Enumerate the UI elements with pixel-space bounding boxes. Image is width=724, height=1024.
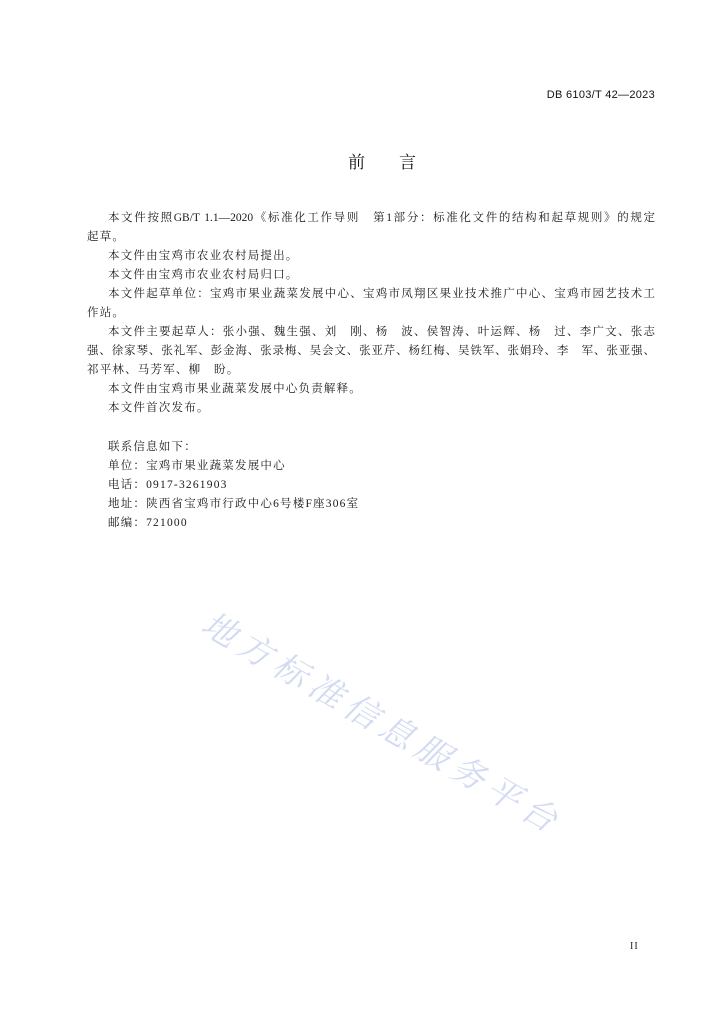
- text-line: 本文件由宝鸡市农业农村局归口。: [108, 268, 299, 281]
- contact-unit-value: 宝鸡市果业蔬菜发展中心: [146, 459, 286, 472]
- page-number: II: [630, 941, 639, 952]
- text-line: 作站。: [87, 306, 126, 319]
- contact-address-value: 陕西省宝鸡市行政中心6号楼F座306室: [146, 498, 360, 511]
- text-line: 本文件由宝鸡市果业蔬菜发展中心负责解释。: [108, 383, 362, 396]
- document-code: DB 6103/T 42—2023: [546, 89, 655, 101]
- text-line: 强、徐家琴、张礼军、彭金海、张录梅、吴会文、张亚芹、杨红梅、吴铁军、张娟玲、李 军、张亚强、: [87, 345, 655, 358]
- page-title: 前 言: [348, 153, 416, 172]
- contact-postcode-label: 邮编：: [108, 517, 147, 530]
- contact-unit: [108, 457, 655, 476]
- contact-phone-value: 0917-3261903: [146, 478, 228, 491]
- contact-address: [108, 495, 655, 514]
- text-line: 本文件首次发布。: [108, 402, 210, 415]
- contact-postcode: [108, 514, 655, 533]
- paragraph-drafting-units: [87, 285, 655, 323]
- contact-heading: 联系信息如下：: [108, 440, 197, 453]
- contact-unit-label: 单位：: [108, 459, 147, 472]
- paragraph-proposer: [87, 247, 655, 266]
- contact-phone-label: 电话：: [108, 478, 147, 491]
- text-line: 起草。: [87, 230, 126, 243]
- contact-address-label: 地址：: [108, 498, 147, 511]
- contact-phone: [108, 476, 655, 495]
- watermark: 地方标准信息服务平台: [194, 604, 570, 844]
- contact-postcode-value: 721000: [146, 517, 188, 530]
- paragraph-drafters: [87, 323, 655, 380]
- text-line: 本文件由宝鸡市农业农村局提出。: [108, 249, 299, 262]
- text-line: 本文件起草单位：宝鸡市果业蔬菜发展中心、宝鸡市凤翔区果业技术推广中心、宝鸡市园艺技术工: [108, 287, 655, 300]
- text-line: 祁平林、马芳军、柳 盼。: [87, 364, 240, 377]
- text-line: 本文件主要起草人：张小强、魏生强、刘 刚、杨 波、侯智涛、叶运辉、杨 过、李广文、张志: [108, 326, 655, 339]
- paragraph-administrator: [87, 266, 655, 285]
- paragraph-first-release: [87, 399, 655, 418]
- paragraph-drafting-basis: [87, 209, 655, 247]
- text-line: 本文件按照GB/T 1.1—2020《标准化工作导则 第1部分：标准化文件的结构和起草规则》的规定: [108, 211, 655, 224]
- contact-info: [108, 438, 655, 534]
- paragraph-interpretation: [87, 380, 655, 399]
- foreword-body: [87, 209, 655, 419]
